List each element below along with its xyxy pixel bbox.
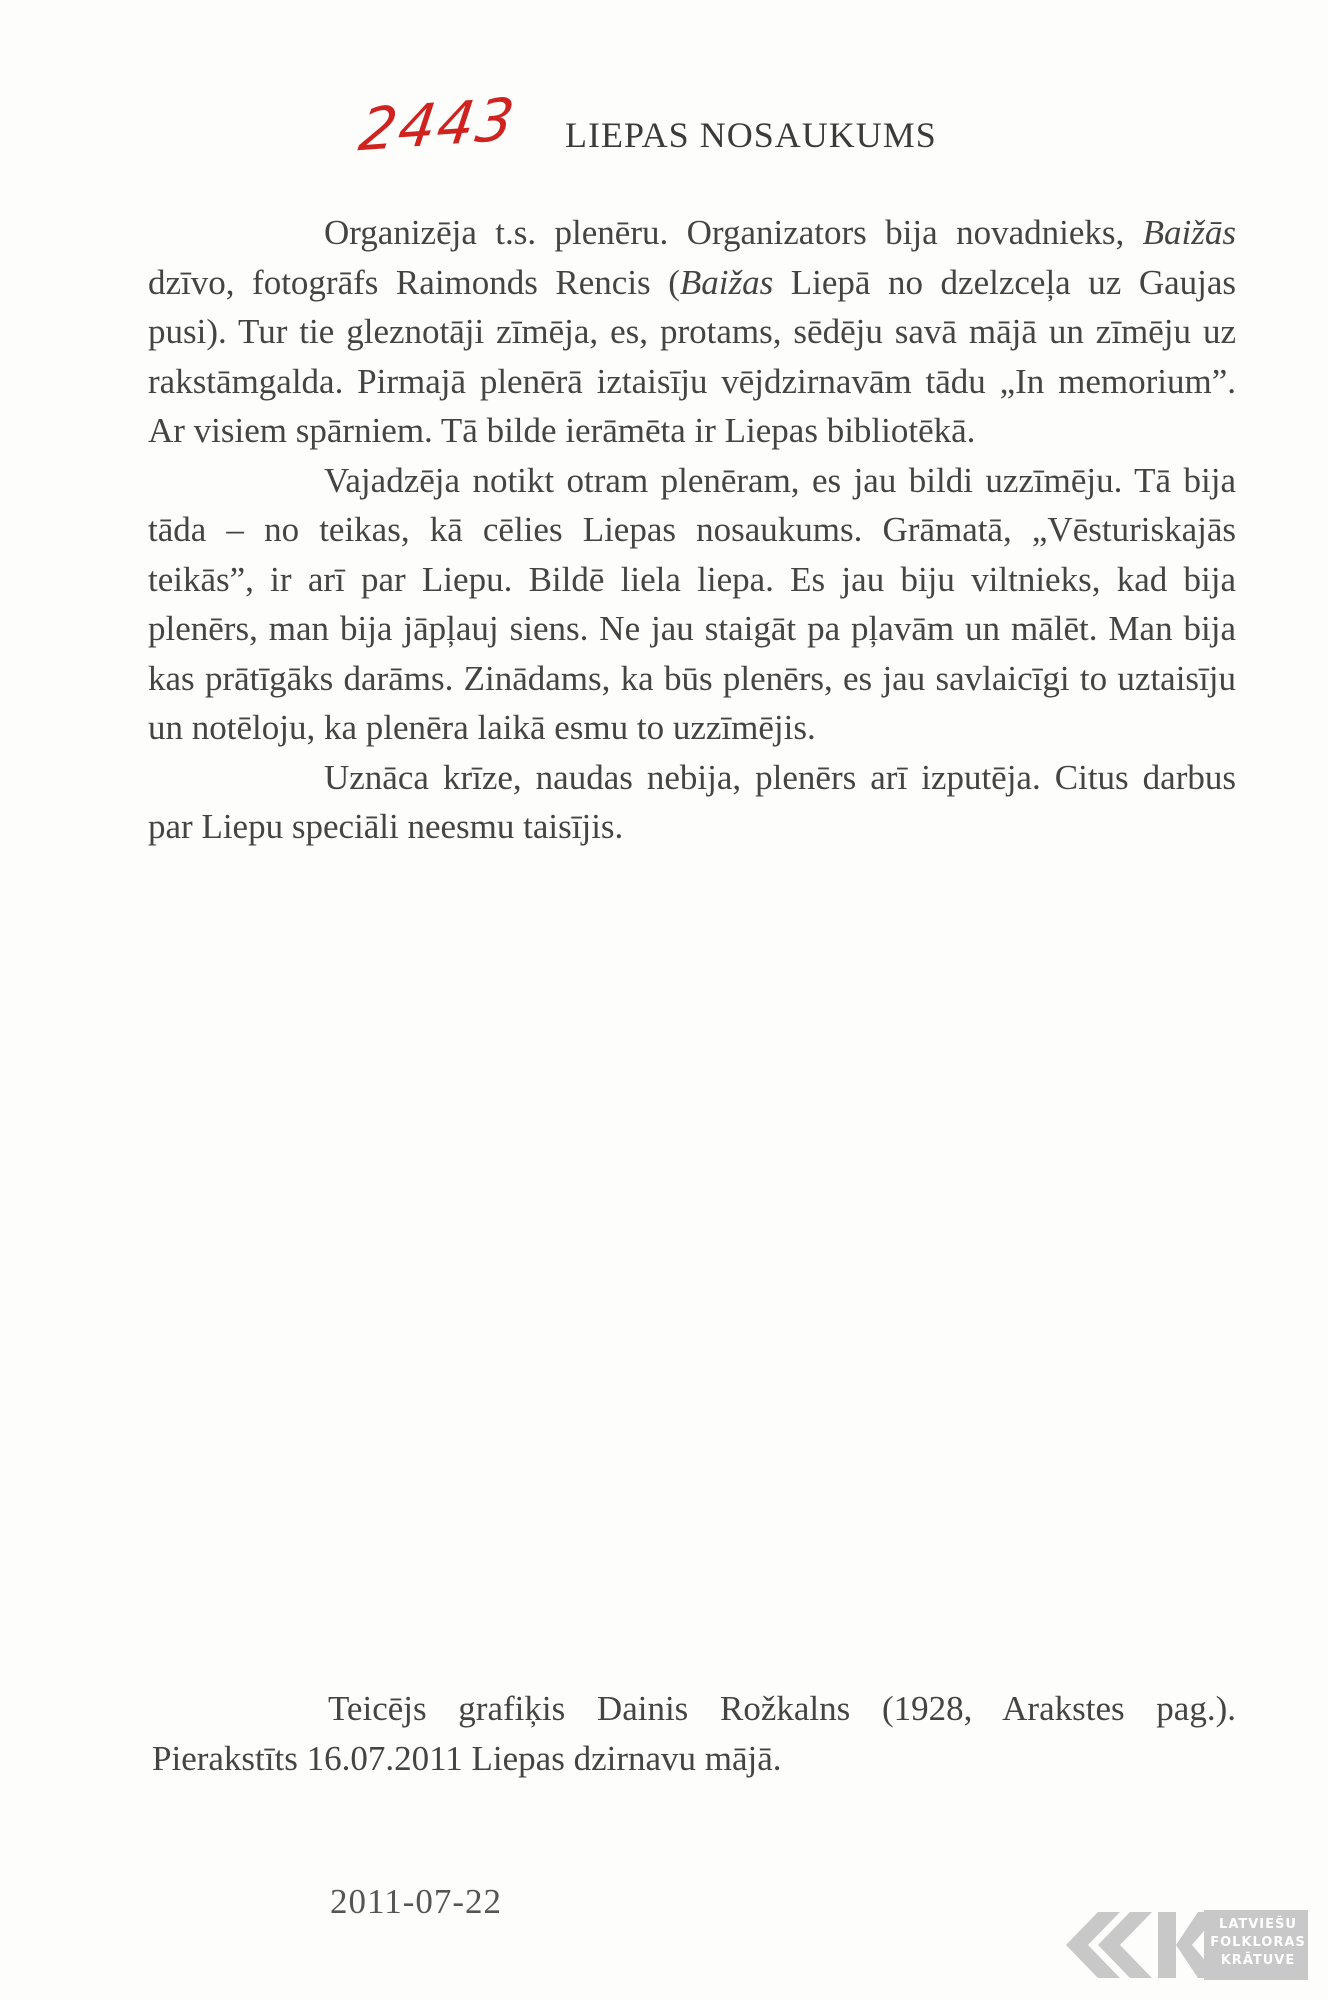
paragraph-2: Vajadzēja notikt otram plenēram, es jau bildi uzzīmēju. Tā bija tāda – no teikas, kā cēlies Liepas nosaukums. Grāmatā, „Vēsturiskajās teikās”, ir arī par Liepu. Bildē liela liepa. Es jau biju viltnieks, kad bija plenērs, man bija jāpļauj siens. Ne jau staigāt pa pļavām un mālēt. Man bija kas prātīgāks darāms. Zinādams, ka būs plenērs, es jau savlaicīgi to uztaisīju un notēloju, ka plenēra laikā esmu to uzzīmējis. — [148, 460, 1236, 747]
narrative-text — [148, 208, 1236, 852]
document-title: LIEPAS NOSAUKUMS — [565, 115, 937, 155]
document-heading — [350, 84, 1050, 176]
archive-logo-text: LATVIEŠU FOLKLORAS KRĀTUVE — [1210, 1917, 1306, 1968]
informant-note — [152, 1684, 1236, 1783]
archive-logo — [1058, 1902, 1308, 1988]
paragraph-3: Uznāca krīze, naudas nebija, plenērs arī izputēja. Citus darbus par Liepu speciāli neesmu taisījis. — [148, 757, 1236, 846]
record-date: 2011-07-22 — [330, 1882, 503, 1921]
paragraph-1: Organizēja t.s. plenēru. Organizators bija novadnieks, Baižās dzīvo, fotogrāfs Raimonds Rencis (Baižas Liepā no dzelzceļa uz Gaujas pusi). Tur tie gleznotāji zīmēja, es, protams, sēdēju savā mājā un zīmēju uz rakstāmgalda. Pirmajā plenērā iztaisīju vējdzirnavām tādu „In memorium”. Ar visiem spārniem. Tā bilde ierāmēta ir Liepas bibliotēkā. — [148, 213, 1237, 450]
handwritten-item-number: 2443 — [355, 84, 521, 165]
place-name-italic: Baižas — [679, 262, 774, 302]
informant-paragraph: Teicējs grafiķis Dainis Rožkalns (1928, Arakstes pag.). Pierakstīts 16.07.2011 Liepas dzirnavu mājā. — [152, 1689, 1236, 1778]
place-name-italic: Baižās — [1142, 213, 1236, 252]
